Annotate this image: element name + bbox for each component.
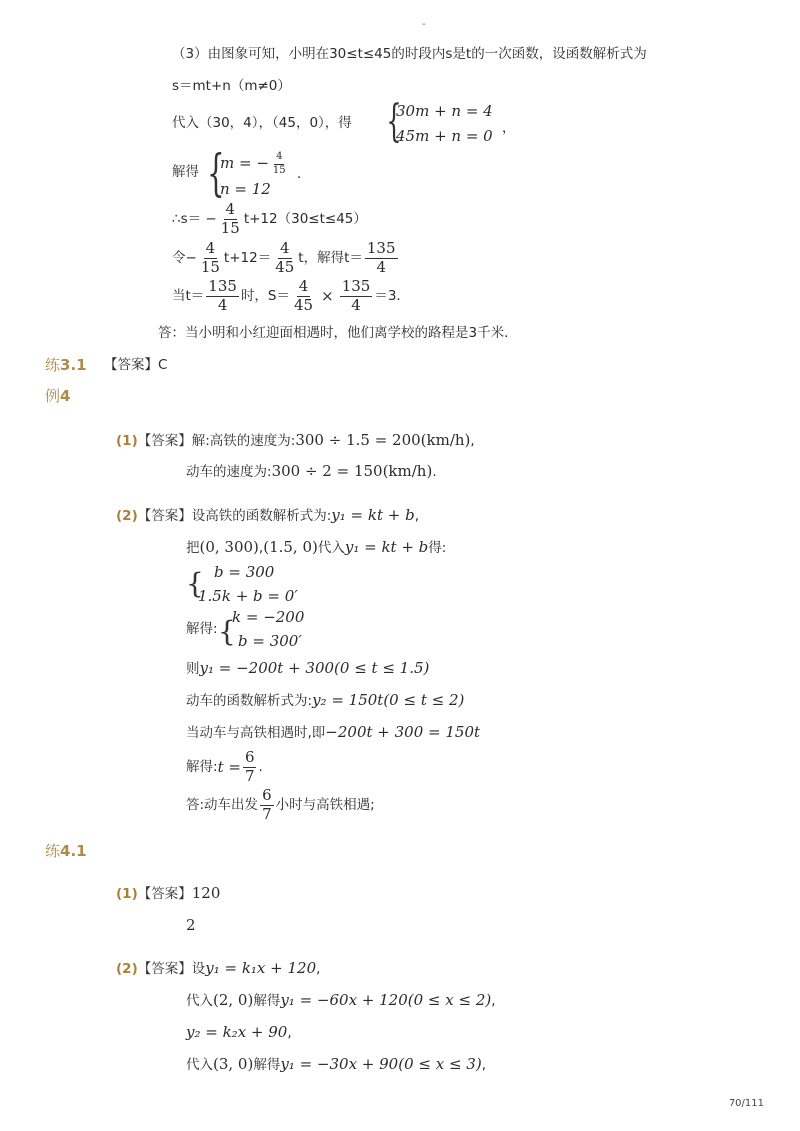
math: 300 ÷ 1.5 = 200(km/h) <box>295 431 471 449</box>
text: , <box>287 1025 292 1041</box>
math: t = <box>217 757 241 776</box>
text: 代入 <box>186 993 213 1009</box>
system-equation-1: 30m + n = 4 <box>396 102 493 120</box>
fraction-denominator: 4 <box>351 295 361 314</box>
page-number: 70/111 <box>728 1098 764 1109</box>
li4-q2-line9 <box>186 750 263 785</box>
text: 答:动车出发 <box>186 796 259 813</box>
fraction-denominator: 15 <box>272 164 286 176</box>
answer-value: 120 <box>191 884 221 902</box>
fraction-denominator: 4 <box>376 257 386 276</box>
li4-q2-line10 <box>186 788 375 823</box>
fraction-denominator: 45 <box>275 257 295 276</box>
lian41-q2-line4 <box>186 1057 486 1073</box>
li4-q2-line1 <box>116 508 419 524</box>
system-equation-2 <box>198 589 298 604</box>
line7-mid: 时，S＝ <box>240 287 291 304</box>
lian41-q1-line1 <box>116 886 220 902</box>
system-equation-2: 45m + n = 0 <box>396 127 493 145</box>
li4-q1-line2 <box>186 464 437 480</box>
text: 代入 <box>186 1057 213 1073</box>
text: 解得 <box>253 1057 281 1073</box>
question-number: (2) <box>116 508 138 524</box>
line7-suffix: ＝3． <box>374 287 410 304</box>
answer-tag: 【答案】 <box>137 886 192 902</box>
solution-brace: { <box>207 144 225 202</box>
solution-m <box>220 152 290 176</box>
fraction-numerator: 4 <box>298 277 309 295</box>
line6-mid2: t，解得t＝ <box>298 249 363 266</box>
math: y₁ = −60x + 120(0 ≤ x ≤ 2) <box>280 991 492 1009</box>
lian31-answer <box>104 359 167 373</box>
section-label-li4 <box>45 389 70 404</box>
answer-tag: 【答案】 <box>137 433 192 449</box>
answer-tag: 【答案】 <box>137 508 192 524</box>
solution-brace: { <box>218 615 236 648</box>
answer-value: C <box>158 357 168 373</box>
fraction <box>340 279 373 314</box>
lian41-q1-line2: 2 <box>186 916 196 934</box>
label-char: 练 <box>45 356 61 374</box>
li4-q2-line2 <box>186 540 446 556</box>
text: 动车的速度为: <box>186 464 272 480</box>
li4-q2-line6 <box>186 661 429 677</box>
li4-q2-solve-prefix: 解得: <box>186 621 218 637</box>
part3-line3-prefix: 代入（30，4），（45，0），得 <box>172 115 352 131</box>
text: 则 <box>186 661 200 677</box>
line5-suffix: t+12（30≤t≤45） <box>243 210 367 227</box>
fraction-numerator: 6 <box>262 786 272 804</box>
line6-mid: t+12＝ <box>223 249 272 266</box>
question-number: (2) <box>116 961 138 977</box>
math: (2, 0) <box>213 991 254 1009</box>
equation-mark: ′ <box>298 632 302 650</box>
fraction <box>219 202 242 237</box>
math: y₁ = −200t + 300(0 ≤ t ≤ 1.5) <box>199 659 430 677</box>
question-number: (1) <box>116 433 138 449</box>
text: 解:高铁的速度为: <box>191 433 296 449</box>
text: . <box>432 464 437 480</box>
section-label-lian41 <box>45 844 87 859</box>
text: . <box>258 758 263 775</box>
text: , <box>414 508 420 524</box>
solution-m-text: m = − <box>220 154 269 172</box>
text: , <box>258 540 264 556</box>
part3-line7 <box>172 279 410 314</box>
part3-line6 <box>172 241 400 276</box>
equation-text: 1.5k + b = 0 <box>198 587 295 605</box>
answer-tag: 【答案】 <box>104 357 158 373</box>
math: (0, 300) <box>199 538 259 556</box>
times-sign: × <box>321 286 334 305</box>
math: (3, 0) <box>213 1055 254 1073</box>
label-number: 4.1 <box>60 842 87 860</box>
fraction-denominator: 7 <box>244 766 255 785</box>
part3-line4-prefix: 解得 <box>172 164 199 180</box>
fraction-numerator: 135 <box>341 277 371 295</box>
label-char: 练 <box>45 842 61 860</box>
label-number: 4 <box>60 387 71 405</box>
solution-k: k = −200 <box>232 608 305 626</box>
line5-prefix: ∴s＝ − <box>172 210 217 227</box>
math: y₁ = kt + b <box>344 538 429 556</box>
answer-tag: 【答案】 <box>137 961 192 977</box>
math: (1.5, 0) <box>263 538 318 556</box>
text: , <box>481 1057 486 1073</box>
solution-b <box>238 634 302 649</box>
math: y₁ = −30x + 90(0 ≤ x ≤ 3) <box>280 1055 482 1073</box>
fraction-numerator: 6 <box>244 748 255 766</box>
math: y₂ = k₂x + 90 <box>186 1023 288 1041</box>
fraction-numerator: 135 <box>208 277 237 295</box>
section-label-lian31 <box>45 358 87 373</box>
fraction <box>273 241 296 276</box>
fraction <box>292 279 315 314</box>
top-mark: - <box>422 19 426 30</box>
lian41-q2-line3 <box>186 1025 292 1041</box>
part3-answer: 答：当小明和小红迎面相遇时，他们离学校的路程是3千米． <box>158 325 518 341</box>
part3-line5 <box>172 202 367 237</box>
line7-prefix: 当t＝ <box>172 287 205 304</box>
question-number: (1) <box>116 886 138 902</box>
fraction-denominator: 45 <box>294 295 314 314</box>
math: −200t + 300 = 150t <box>325 723 481 741</box>
text: , <box>316 961 321 977</box>
fraction-numerator: 4 <box>225 200 236 218</box>
system-brace: { <box>186 567 204 600</box>
part3-line2: s＝mt+n（m≠0） <box>172 78 291 94</box>
text: 把 <box>186 540 200 556</box>
text: 设高铁的函数解析式为: <box>191 508 332 524</box>
system-brace: { <box>386 96 402 147</box>
text: 得: <box>428 540 447 556</box>
text: 小时与高铁相遇; <box>275 796 375 813</box>
text: 设 <box>191 961 206 977</box>
system-equation-1: b = 300 <box>214 563 275 581</box>
text: 解得 <box>253 993 281 1009</box>
solution-n: n = 12 <box>220 180 271 198</box>
fraction-denominator: 15 <box>200 257 220 276</box>
text: 动车的函数解析式为: <box>186 693 313 709</box>
fraction-denominator: 7 <box>262 804 272 823</box>
fraction <box>365 241 398 276</box>
fraction-numerator: 4 <box>274 152 284 165</box>
solution-period: ． <box>297 166 311 182</box>
label-char: 例 <box>45 387 61 405</box>
math: y₂ = 150t(0 ≤ t ≤ 2) <box>312 691 465 709</box>
li4-q2-line8 <box>186 725 480 741</box>
fraction <box>260 788 274 823</box>
part3-line3 <box>172 117 352 131</box>
text: , <box>470 433 475 449</box>
equation-text: b = 300 <box>238 632 299 650</box>
fraction-denominator: 4 <box>217 295 228 314</box>
fraction <box>206 279 239 314</box>
lian41-q2-line1 <box>116 961 320 977</box>
li4-q2-line7 <box>186 693 464 709</box>
text: 当动车与高铁相遇时,即 <box>186 725 326 741</box>
math: y₁ = kt + b <box>331 506 415 524</box>
line6-prefix: 令− <box>172 249 197 266</box>
system-comma: ， <box>502 120 516 136</box>
fraction <box>243 750 257 785</box>
fraction-denominator: 15 <box>220 218 240 237</box>
fraction-numerator: 4 <box>205 239 216 257</box>
text: 代入 <box>317 540 345 556</box>
label-number: 3.1 <box>60 356 87 374</box>
part3-line1: （3）由图象可知，小明在30≤t≤45的时段内s是t的一次函数，设函数解析式为 <box>172 46 647 62</box>
math: y₁ = k₁x + 120 <box>205 959 317 977</box>
fraction-numerator: 4 <box>279 239 290 257</box>
li4-q1-line1 <box>116 433 475 449</box>
lian41-q2-line2 <box>186 993 496 1009</box>
fraction <box>271 152 288 176</box>
fraction-numerator: 135 <box>366 239 396 257</box>
math: 300 ÷ 2 = 150(km/h) <box>271 462 433 480</box>
text: 解得: <box>186 758 218 775</box>
equation-mark: ′ <box>294 587 298 605</box>
text: , <box>491 993 496 1009</box>
fraction <box>199 241 222 276</box>
